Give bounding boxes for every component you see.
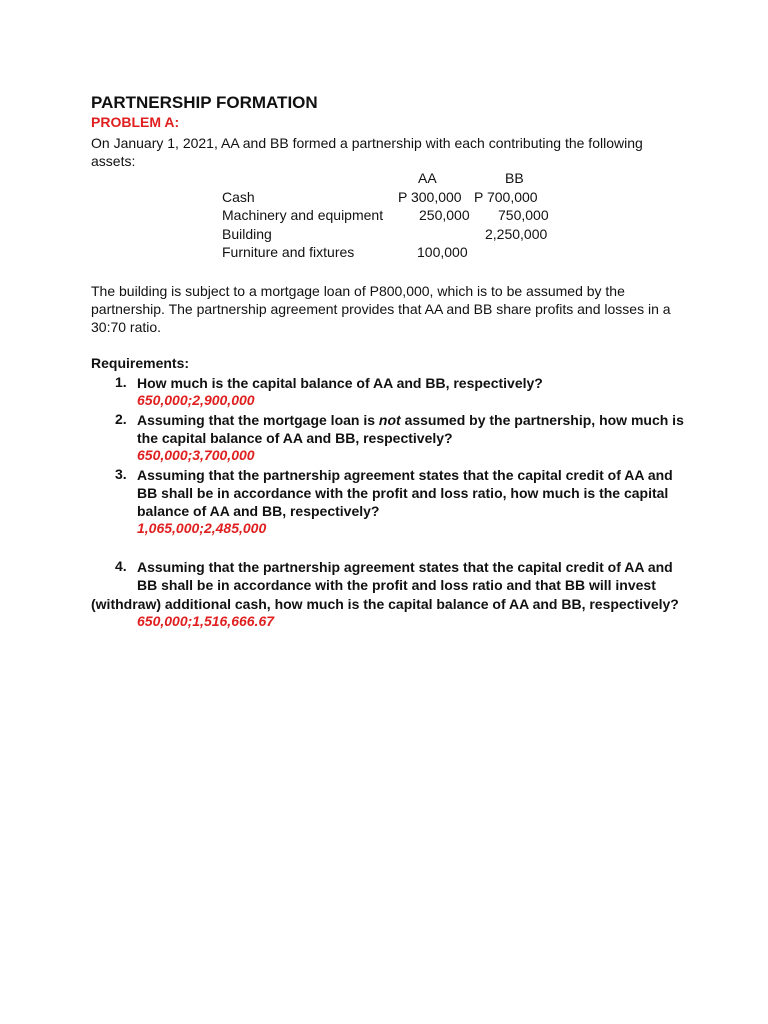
intro-line-1: On January 1, 2021, AA and BB formed a partnership with each contributing the following xyxy=(91,135,643,151)
column-header-aa: AA xyxy=(418,170,437,186)
paragraph-line-2: partnership. The partnership agreement provides that AA and BB share profits and losses in a xyxy=(91,301,671,317)
req-4-number: 4. xyxy=(115,558,127,574)
req-1-question: How much is the capital balance of AA and BB, respectively? xyxy=(137,375,543,391)
req-1-number: 1. xyxy=(115,374,127,390)
req-2-question-line-2: the capital balance of AA and BB, respectively? xyxy=(137,430,453,446)
document-title: PARTNERSHIP FORMATION xyxy=(91,93,318,112)
req-3-number: 3. xyxy=(115,466,127,482)
cell-aa-cash: P 300,000 xyxy=(398,189,462,205)
cell-aa-machinery: 250,000 xyxy=(419,207,470,223)
cell-bb-building: 2,250,000 xyxy=(485,226,548,242)
req-4-answer: 650,000;1,516,666.67 xyxy=(137,613,275,629)
cell-bb-cash: P 700,000 xyxy=(474,189,538,205)
problem-label: PROBLEM A: xyxy=(91,114,180,130)
req-2-question-post: assumed by the partnership, how much is xyxy=(400,412,684,428)
req-2-number: 2. xyxy=(115,411,127,427)
intro-line-2: assets: xyxy=(91,153,136,169)
req-3-answer: 1,065,000;2,485,000 xyxy=(137,520,267,536)
req-4-question-line-1: Assuming that the partnership agreement states that the capital credit of AA and xyxy=(137,559,673,575)
req-2-answer: 650,000;3,700,000 xyxy=(137,447,255,463)
row-label-building: Building xyxy=(222,226,272,242)
paragraph-line-3: 30:70 ratio. xyxy=(91,319,162,335)
req-2-question-emphasis: not xyxy=(378,412,401,428)
req-3-question-line-2: BB shall be in accordance with the profit and loss ratio, how much is the capital xyxy=(137,485,669,501)
req-4-question-line-3: (withdraw) additional cash, how much is the capital balance of AA and BB, respectively? xyxy=(91,596,679,612)
row-label-furniture: Furniture and fixtures xyxy=(222,244,355,260)
paragraph-line-1: The building is subject to a mortgage loan of P800,000, which is to be assumed by the xyxy=(91,283,625,299)
row-label-machinery: Machinery and equipment xyxy=(222,207,384,223)
req-1-answer: 650,000;2,900,000 xyxy=(137,392,255,408)
requirements-title: Requirements: xyxy=(91,355,190,371)
column-header-bb: BB xyxy=(505,170,524,186)
cell-aa-furniture: 100,000 xyxy=(417,244,468,260)
row-label-cash: Cash xyxy=(222,189,255,205)
req-2-question-pre: Assuming that the mortgage loan is xyxy=(137,412,379,428)
req-3-question-line-1: Assuming that the partnership agreement states that the capital credit of AA and xyxy=(137,467,673,483)
cell-bb-machinery: 750,000 xyxy=(498,207,549,223)
req-2-question-line-1 xyxy=(137,411,684,429)
req-3-question-line-3: balance of AA and BB, respectively? xyxy=(137,503,380,519)
req-4-question-line-2: BB shall be in accordance with the profit and loss ratio and that BB will invest xyxy=(137,577,656,593)
